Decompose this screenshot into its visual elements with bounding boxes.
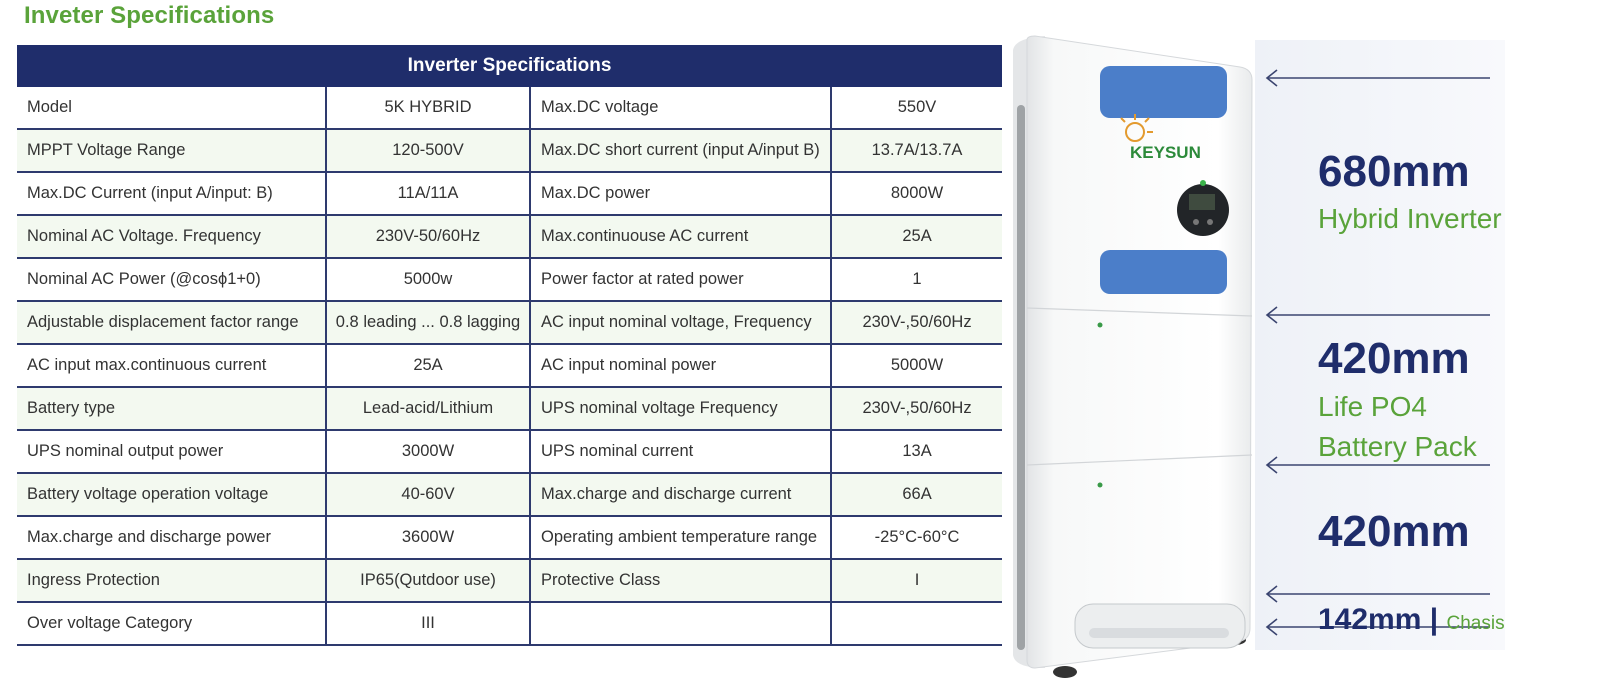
spec-row: [17, 172, 1002, 215]
bottom-blue-panel: [1100, 250, 1227, 294]
brand-name: KEYSUN: [1130, 143, 1201, 162]
spec-row: [17, 473, 1002, 516]
param-name: Max.continuouse AC current: [530, 215, 831, 258]
param-name: Over voltage Category: [17, 602, 326, 645]
spec-row: [17, 215, 1002, 258]
spec-table-title: Inverter Specifications: [17, 45, 1002, 87]
param-value: 5000W: [831, 344, 1002, 387]
inverter-height: 680mm: [1318, 147, 1470, 196]
param-name: AC input nominal voltage, Frequency: [530, 301, 831, 344]
status-led: [1098, 483, 1103, 488]
status-led: [1098, 323, 1103, 328]
param-name: Power factor at rated power: [530, 258, 831, 301]
param-name: Max.DC power: [530, 172, 831, 215]
param-value: 25A: [326, 344, 530, 387]
param-value: 40-60V: [326, 473, 530, 516]
chassis-vent: [1089, 628, 1229, 638]
param-name: Ingress Protection: [17, 559, 326, 602]
param-name: Max.charge and discharge current: [530, 473, 831, 516]
chassis-height: [1318, 605, 1505, 635]
param-value: 0.8 leading ... 0.8 lagging: [326, 301, 530, 344]
battery-label-line1: Life PO4: [1318, 391, 1427, 422]
param-name: Max.charge and discharge power: [17, 516, 326, 559]
battery-height: 420mm: [1318, 334, 1470, 383]
top-blue-panel: [1100, 66, 1227, 118]
param-value: 1: [831, 258, 1002, 301]
param-value: 230V-,50/60Hz: [831, 301, 1002, 344]
param-value: 550V: [831, 87, 1002, 129]
param-value: 230V-50/60Hz: [326, 215, 530, 258]
param-name: Max.DC Current (input A/input: B): [17, 172, 326, 215]
battery-label-line2: Battery Pack: [1318, 431, 1477, 462]
param-name: [530, 602, 831, 645]
param-name: Battery voltage operation voltage: [17, 473, 326, 516]
param-name: UPS nominal current: [530, 430, 831, 473]
param-name: Model: [17, 87, 326, 129]
param-value: IP65(Qutdoor use): [326, 559, 530, 602]
product-illustration: [1005, 0, 1600, 695]
chassis-value: 142mm: [1318, 603, 1422, 636]
side-grip: [1017, 105, 1025, 650]
param-name: AC input nominal power: [530, 344, 831, 387]
spec-row: [17, 516, 1002, 559]
param-name: Max.DC short current (input A/input B): [530, 129, 831, 172]
spec-row: [17, 387, 1002, 430]
chassis-label: Chasis: [1446, 613, 1505, 634]
param-name: UPS nominal output power: [17, 430, 326, 473]
spec-row: [17, 602, 1002, 645]
cabinet-front: [1027, 36, 1252, 668]
chassis-separator: |: [1429, 603, 1439, 636]
spec-row: [17, 258, 1002, 301]
spec-row: [17, 87, 1002, 129]
chassis-base: [1075, 604, 1245, 648]
param-value: [831, 602, 1002, 645]
param-value: 5000w: [326, 258, 530, 301]
page-heading: Inveter Specifications: [24, 2, 275, 29]
param-name: Nominal AC Voltage. Frequency: [17, 215, 326, 258]
param-value: 230V-,50/60Hz: [831, 387, 1002, 430]
spec-row: [17, 129, 1002, 172]
battery2-height: 420mm: [1318, 507, 1470, 556]
spec-row: [17, 344, 1002, 387]
param-value: 120-500V: [326, 129, 530, 172]
inverter-label: Hybrid Inverter: [1318, 203, 1502, 234]
param-value: 8000W: [831, 172, 1002, 215]
spec-row: [17, 430, 1002, 473]
param-name: Operating ambient temperature range: [530, 516, 831, 559]
spec-table: [17, 45, 1002, 646]
spec-row: [17, 301, 1002, 344]
param-value: -25°C-60°C: [831, 516, 1002, 559]
spec-row: [17, 559, 1002, 602]
param-name: Max.DC voltage: [530, 87, 831, 129]
param-value: 3600W: [326, 516, 530, 559]
param-name: Protective Class: [530, 559, 831, 602]
param-value: 13A: [831, 430, 1002, 473]
param-value: 3000W: [326, 430, 530, 473]
param-name: Adjustable displacement factor range: [17, 301, 326, 344]
param-value: 5K HYBRID: [326, 87, 530, 129]
param-name: AC input max.continuous current: [17, 344, 326, 387]
param-name: MPPT Voltage Range: [17, 129, 326, 172]
spec-table-header: [17, 45, 1002, 87]
param-value: III: [326, 602, 530, 645]
param-value: 25A: [831, 215, 1002, 258]
param-value: Lead-acid/Lithium: [326, 387, 530, 430]
param-name: Battery type: [17, 387, 326, 430]
param-value: 66A: [831, 473, 1002, 516]
foot: [1053, 666, 1077, 678]
param-value: I: [831, 559, 1002, 602]
param-name: UPS nominal voltage Frequency: [530, 387, 831, 430]
param-name: Nominal AC Power (@cosϕ1+0): [17, 258, 326, 301]
param-value: 11A/11A: [326, 172, 530, 215]
param-value: 13.7A/13.7A: [831, 129, 1002, 172]
